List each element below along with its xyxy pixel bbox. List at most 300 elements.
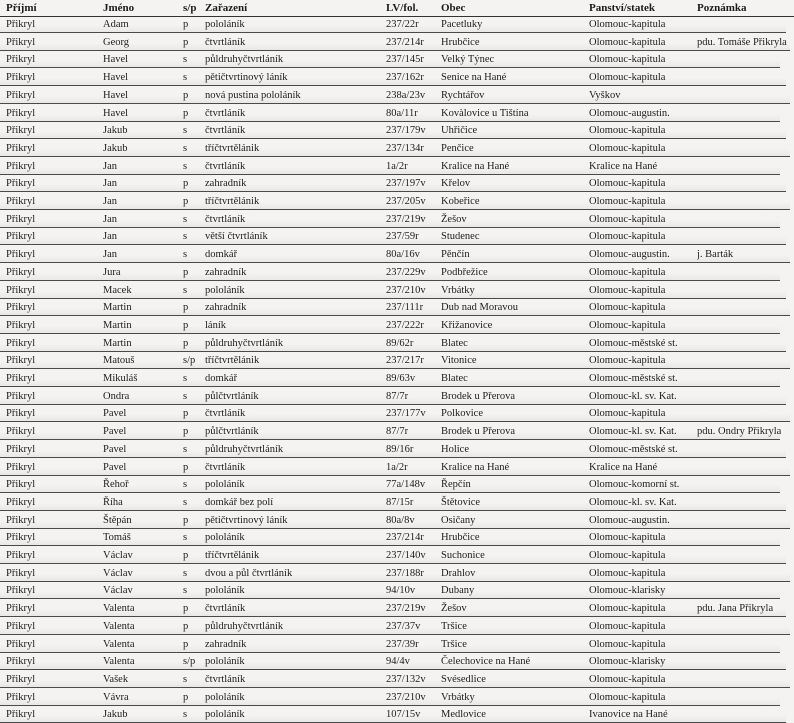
cell-first-name: Havel	[103, 89, 129, 101]
cell-classification: dvou a půl čtvrtláník	[205, 567, 293, 579]
table-row	[0, 176, 786, 192]
cell-note: j. Barták	[697, 249, 734, 261]
cell-sp: s	[183, 160, 188, 172]
cell-village: Kralice na Hané	[441, 160, 510, 172]
cell-village: Vrbátky	[441, 284, 475, 296]
cell-lv-fol: 1a/2r	[386, 160, 408, 172]
cell-lv-fol: 94/4v	[386, 656, 410, 668]
cell-sp: p	[183, 514, 189, 526]
cell-surname: Přikryl	[6, 426, 36, 438]
table-row	[0, 460, 790, 476]
cell-classification: čtvrtláník	[205, 107, 246, 119]
cell-classification: pětičtvrtinový láník	[205, 72, 288, 84]
cell-surname: Přikryl	[6, 550, 36, 561]
cell-first-name: Jan	[103, 213, 117, 225]
cell-surname: Přikryl	[6, 461, 36, 473]
cell-classification: pololáník	[205, 709, 245, 721]
table-row	[0, 619, 790, 635]
cell-estate: Olomouc-kapitula	[589, 673, 666, 685]
cell-village: Kobeřice	[441, 196, 480, 207]
cell-lv-fol: 237/59r	[386, 231, 419, 243]
cell-lv-fol: 237/111r	[386, 302, 424, 314]
cell-lv-fol: 237/210v	[386, 284, 426, 296]
cell-estate: Olomouc-kapitula	[589, 54, 666, 66]
cell-estate: Olomouc-kapitula	[589, 302, 666, 314]
cell-village: Studenec	[441, 231, 480, 243]
cell-estate: Olomouc-kapitula	[589, 532, 666, 544]
cell-first-name: Štěpán	[103, 514, 132, 526]
cell-first-name: Havel	[103, 54, 129, 66]
cell-first-name: Tomáš	[103, 532, 131, 544]
cell-lv-fol: 237/214r	[386, 532, 424, 544]
cell-village: Řepčín	[441, 479, 471, 491]
cell-village: Brodek u Přerova	[441, 390, 516, 402]
cell-sp: p	[183, 178, 189, 190]
cell-first-name: Valenta	[103, 656, 135, 668]
cell-first-name: Jan	[103, 196, 117, 207]
cell-village: Tršice	[441, 638, 467, 650]
cell-first-name: Macek	[103, 284, 132, 296]
cell-sp: s	[183, 249, 188, 261]
cell-estate: Olomouc-městské st.	[589, 443, 678, 455]
cell-classification: tříčtvrtělánik	[205, 355, 260, 367]
cell-first-name: Matouš	[103, 355, 135, 367]
cell-estate: Olomouc-kapitula	[589, 550, 666, 561]
cell-lv-fol: 237/219v	[386, 213, 426, 225]
cell-surname: Přikryl	[6, 443, 36, 455]
table-row	[0, 318, 780, 334]
cell-village: Holice	[441, 443, 469, 455]
cell-classification: pololáník	[205, 691, 245, 703]
cell-estate: Vyškov	[589, 89, 621, 101]
cell-classification: pololáník	[205, 532, 245, 544]
cell-estate: Olomouc-kapitula	[589, 36, 666, 48]
cell-sp: p	[183, 19, 189, 30]
cell-sp: s	[183, 532, 188, 544]
cell-classification: čtvrtláník	[205, 36, 246, 48]
table-row	[0, 88, 790, 104]
table-row	[0, 690, 780, 706]
cell-sp: s/p	[183, 656, 196, 668]
cell-first-name: Vávra	[103, 691, 129, 703]
cell-surname: Přikryl	[6, 125, 36, 137]
table-row	[0, 477, 780, 493]
table-row	[0, 530, 780, 546]
table-row	[0, 637, 780, 653]
cell-village: Hrubčice	[441, 532, 480, 544]
table-row	[0, 601, 786, 617]
cell-first-name: Adam	[103, 19, 129, 30]
cell-first-name: Jakub	[103, 125, 128, 137]
cell-surname: Přikryl	[6, 390, 36, 402]
cell-sp: p	[183, 302, 189, 314]
cell-estate: Olomouc-klarisky	[589, 656, 666, 668]
cell-first-name: Pavel	[103, 461, 127, 473]
cell-village: Tršice	[441, 620, 467, 632]
cell-lv-fol: 237/222r	[386, 319, 424, 331]
cell-estate: Olomouc-kapitula	[589, 603, 666, 615]
cell-sp: p	[183, 426, 189, 438]
cell-surname: Přikryl	[6, 302, 36, 314]
cell-lv-fol: 237/37v	[386, 620, 421, 632]
table-row	[0, 336, 786, 352]
cell-lv-fol: 87/15r	[386, 496, 414, 508]
cell-first-name: Pavel	[103, 408, 127, 420]
cell-lv-fol: 237/179v	[386, 125, 426, 137]
cell-first-name: Jan	[103, 178, 117, 190]
table-row	[0, 247, 790, 263]
cell-first-name: Martin	[103, 319, 132, 331]
cell-classification: čtvrtláník	[205, 461, 246, 473]
cell-classification: zahradník	[205, 178, 247, 190]
cell-estate: Olomouc-kapitula	[589, 213, 666, 225]
cell-village: Suchonice	[441, 550, 485, 561]
cell-estate: Olomouc-kl. sv. Kat.	[589, 426, 677, 438]
cell-estate: Olomouc-kapitula	[589, 567, 666, 579]
cell-first-name: Jan	[103, 249, 117, 261]
cell-estate: Olomouc-augustin.	[589, 514, 670, 526]
cell-estate: Olomouc-kapitula	[589, 620, 666, 632]
table-row	[0, 123, 786, 139]
table-row	[0, 194, 790, 210]
cell-first-name: Václav	[103, 567, 133, 579]
cell-village: Žešov	[441, 213, 467, 225]
cell-estate: Olomouc-kapitula	[589, 196, 666, 207]
cell-estate: Olomouc-kapitula	[589, 355, 666, 367]
cell-lv-fol: 107/15v	[386, 709, 421, 721]
cell-lv-fol: 77a/148v	[386, 479, 426, 491]
cell-classification: půldruhyčtvrtláník	[205, 54, 284, 66]
cell-surname: Přikryl	[6, 231, 36, 243]
table-row	[0, 353, 790, 369]
cell-village: Medlovice	[441, 709, 486, 721]
cell-lv-fol: 80a/16v	[386, 249, 420, 261]
cell-sp: p	[183, 550, 189, 561]
cell-surname: Přikryl	[6, 196, 36, 207]
cell-surname: Přikryl	[6, 178, 36, 190]
cell-estate: Olomouc-augustin.	[589, 107, 670, 119]
cell-sp: s	[183, 284, 188, 296]
cell-sp: s	[183, 673, 188, 685]
table-row	[0, 52, 780, 68]
table-row	[0, 229, 786, 245]
table-header	[0, 0, 794, 17]
cell-sp: p	[183, 196, 189, 207]
cell-surname: Přikryl	[6, 567, 36, 579]
cell-village: Štětovice	[441, 496, 481, 508]
cell-surname: Přikryl	[6, 638, 36, 650]
cell-sp: p	[183, 107, 189, 119]
cell-classification: pololáník	[205, 284, 245, 296]
cell-village: Uhřičice	[441, 125, 478, 137]
cell-sp: p	[183, 620, 189, 632]
header-note: Poznámka	[697, 2, 747, 14]
cell-surname: Přikryl	[6, 408, 36, 420]
cell-lv-fol: 237/145r	[386, 54, 424, 66]
cell-surname: Přikryl	[6, 142, 36, 154]
cell-surname: Přikryl	[6, 620, 36, 632]
cell-village: Pěnčín	[441, 249, 470, 261]
cell-estate: Olomouc-městské st.	[589, 337, 678, 349]
cell-village: Velký Týnec	[441, 54, 495, 66]
cell-classification: čtvrtláník	[205, 603, 246, 615]
cell-sp: p	[183, 266, 189, 278]
table-row	[0, 672, 790, 688]
cell-lv-fol: 237/229v	[386, 266, 426, 278]
cell-surname: Přikryl	[6, 249, 36, 261]
cell-sp: s	[183, 479, 188, 491]
cell-classification: čtvrtláník	[205, 160, 246, 172]
cell-lv-fol: 237/162r	[386, 72, 424, 84]
cell-lv-fol: 237/205v	[386, 196, 426, 207]
table-row	[0, 106, 780, 122]
cell-lv-fol: 80a/8v	[386, 514, 415, 526]
cell-first-name: Martin	[103, 337, 132, 349]
cell-lv-fol: 237/140v	[386, 550, 426, 561]
table-row	[0, 265, 780, 281]
cell-surname: Přikryl	[6, 532, 36, 544]
cell-note: pdu. Ondry Přikryla	[697, 426, 782, 438]
cell-surname: Přikryl	[6, 319, 36, 331]
cell-sp: p	[183, 408, 189, 420]
cell-sp: p	[183, 691, 189, 703]
cell-classification: čtvrtláník	[205, 213, 246, 225]
cell-lv-fol: 237/214r	[386, 36, 424, 48]
cell-note: pdu. Jana Přikryla	[697, 603, 774, 615]
cell-first-name: Ondra	[103, 390, 130, 402]
cell-classification: pětičtvrtinový láník	[205, 514, 288, 526]
table-row	[0, 141, 790, 157]
cell-first-name: Georg	[103, 36, 130, 48]
cell-surname: Přikryl	[6, 54, 36, 66]
cell-classification: pololáník	[205, 585, 245, 597]
table-row	[0, 300, 790, 316]
cell-surname: Přikryl	[6, 603, 36, 615]
cell-estate: Olomouc-kapitula	[589, 284, 666, 296]
cell-first-name: Jakub	[103, 142, 128, 154]
cell-sp: s	[183, 213, 188, 225]
table-row	[0, 70, 786, 86]
cell-classification: zahradník	[205, 266, 247, 278]
cell-classification: čtvrtláník	[205, 408, 246, 420]
cell-lv-fol: 237/188r	[386, 567, 424, 579]
cell-lv-fol: 87/7r	[386, 426, 409, 438]
cell-sp: s	[183, 373, 188, 384]
cell-first-name: Jan	[103, 160, 117, 172]
cell-village: Blatec	[441, 337, 468, 349]
cell-sp: s	[183, 443, 188, 455]
cell-surname: Přikryl	[6, 355, 36, 367]
cell-sp: s	[183, 72, 188, 84]
cell-estate: Olomouc-kapitula	[589, 72, 666, 84]
cell-note: pdu. Tomáše Přikryla	[697, 36, 787, 48]
cell-village: Hrubčice	[441, 36, 480, 48]
cell-surname: Přikryl	[6, 337, 36, 349]
cell-classification: půldruhyčtvrtláník	[205, 337, 284, 349]
table-row	[0, 583, 780, 599]
cell-first-name: Valenta	[103, 620, 135, 632]
cell-village: Brodek u Přerova	[441, 426, 516, 438]
cell-estate: Olomouc-městské st.	[589, 373, 678, 384]
table-row	[0, 212, 780, 228]
cell-classification: půlčtvrtláník	[205, 390, 259, 402]
cell-first-name: Řehoř	[103, 479, 129, 491]
cell-sp: p	[183, 36, 189, 48]
cell-first-name: Pavel	[103, 426, 127, 438]
cell-first-name: Václav	[103, 550, 133, 561]
cell-village: Dub nad Moravou	[441, 302, 518, 314]
cell-classification: domkář	[205, 373, 238, 384]
cell-surname: Přikryl	[6, 89, 36, 101]
cell-first-name: Havel	[103, 72, 129, 84]
cell-sp: p	[183, 461, 189, 473]
header-village: Obec	[441, 2, 466, 14]
cell-first-name: Havel	[103, 107, 129, 119]
cell-classification: láník	[205, 319, 226, 331]
cell-estate: Olomouc-kapitula	[589, 408, 666, 420]
cell-first-name: Pavel	[103, 443, 127, 455]
cell-village: Křelov	[441, 178, 471, 190]
table-row	[0, 389, 786, 405]
table-row	[0, 17, 786, 33]
cell-sp: p	[183, 319, 189, 331]
cell-lv-fol: 237/39r	[386, 638, 419, 650]
cell-sp: s	[183, 390, 188, 402]
cell-first-name: Jan	[103, 231, 117, 243]
cell-classification: tříčtvrtělánik	[205, 142, 260, 154]
cell-village: Žešov	[441, 603, 467, 615]
cell-estate: Olomouc-augustin.	[589, 249, 670, 261]
cell-sp: p	[183, 603, 189, 615]
cell-lv-fol: 237/210v	[386, 691, 426, 703]
cell-lv-fol: 1a/2r	[386, 461, 408, 473]
cell-surname: Přikryl	[6, 19, 36, 30]
cell-village: Kralice na Hané	[441, 461, 510, 473]
cell-village: Penčice	[441, 142, 474, 154]
table-row	[0, 406, 790, 422]
table-row	[0, 442, 786, 458]
cell-surname: Přikryl	[6, 673, 36, 685]
cell-village: Drahlov	[441, 567, 476, 579]
header-first-name: Jméno	[103, 2, 135, 14]
cell-village: Kovàlovice u Tištína	[441, 107, 529, 119]
cell-classification: pololáník	[205, 479, 245, 491]
cell-classification: pololáník	[205, 656, 245, 668]
cell-first-name: Mikuláš	[103, 373, 138, 384]
cell-estate: Olomouc-kl. sv. Kat.	[589, 496, 677, 508]
cell-lv-fol: 237/132v	[386, 673, 426, 685]
cell-sp: s	[183, 125, 188, 137]
cell-classification: tříčtvrtělánik	[205, 550, 260, 561]
cell-surname: Přikryl	[6, 479, 36, 491]
cell-surname: Přikryl	[6, 514, 36, 526]
table-row	[0, 371, 780, 387]
cell-lv-fol: 238a/23v	[386, 89, 426, 101]
cell-sp: p	[183, 638, 189, 650]
cell-surname: Přikryl	[6, 160, 36, 172]
cell-lv-fol: 237/177v	[386, 408, 426, 420]
cell-estate: Olomouc-klarisky	[589, 585, 666, 597]
cell-classification: zahradník	[205, 302, 247, 314]
cell-surname: Přikryl	[6, 496, 36, 508]
cell-first-name: Říha	[103, 496, 123, 508]
cell-sp: p	[183, 337, 189, 349]
cell-village: Pacetluky	[441, 19, 483, 30]
cell-surname: Přikryl	[6, 691, 36, 703]
cell-village: Svésedlice	[441, 673, 486, 685]
cell-estate: Olomouc-kapitula	[589, 638, 666, 650]
cell-village: Blatec	[441, 373, 468, 384]
cell-surname: Přikryl	[6, 266, 36, 278]
cell-classification: zahradník	[205, 638, 247, 650]
cell-lv-fol: 80a/11r	[386, 107, 418, 119]
cell-classification: půlčtvrtláník	[205, 426, 259, 438]
cell-surname: Přikryl	[6, 373, 36, 384]
cell-sp: s	[183, 567, 188, 579]
cell-lv-fol: 87/7r	[386, 390, 409, 402]
cell-sp: s	[183, 231, 188, 243]
cell-first-name: Jakub	[103, 709, 128, 721]
cell-classification: tříčtvrtělánik	[205, 196, 260, 207]
cell-surname: Přikryl	[6, 709, 36, 721]
cell-lv-fol: 237/217r	[386, 355, 424, 367]
header-sp: s/p	[183, 2, 197, 14]
cell-classification: domkář	[205, 249, 238, 261]
cell-estate: Olomouc-kapitula	[589, 19, 666, 30]
cell-lv-fol: 89/62r	[386, 337, 414, 349]
cell-estate: Olomouc-kl. sv. Kat.	[589, 390, 677, 402]
cell-estate: Kralice na Hané	[589, 461, 658, 473]
cell-classification: čtvrtláník	[205, 125, 246, 137]
table-row	[0, 654, 786, 670]
table-row	[0, 495, 786, 511]
cell-village: Vitonice	[441, 355, 477, 367]
cell-lv-fol: 89/16r	[386, 443, 414, 455]
cell-first-name: Václav	[103, 585, 133, 597]
cell-estate: Ivanovice na Hané	[589, 709, 668, 721]
cell-surname: Přikryl	[6, 656, 36, 668]
cell-surname: Přikryl	[6, 107, 36, 119]
table-row	[0, 513, 790, 529]
cell-lv-fol: 237/197v	[386, 178, 426, 190]
table-row	[0, 424, 780, 440]
cell-sp: s	[183, 54, 188, 66]
cell-village: Vrbátky	[441, 691, 475, 703]
cell-village: Osičany	[441, 514, 476, 526]
cell-first-name: Valenta	[103, 603, 135, 615]
cell-lv-fol: 237/219v	[386, 603, 426, 615]
cell-classification: půldruhyčtvrtláník	[205, 443, 284, 455]
cell-classification: čtvrtláník	[205, 673, 246, 685]
header-classification: Zařazení	[205, 2, 248, 14]
cell-sp: s	[183, 496, 188, 508]
cell-surname: Přikryl	[6, 585, 36, 597]
cell-village: Polkovice	[441, 408, 483, 420]
header-surname: Příjmí	[6, 2, 37, 14]
table-row	[0, 159, 780, 175]
cell-classification: nová pustina pololáník	[205, 89, 301, 101]
cell-estate: Olomouc-kapitula	[589, 231, 666, 243]
cell-sp: p	[183, 89, 189, 101]
cell-classification: půldruhyčtvrtláník	[205, 620, 284, 632]
cell-surname: Přikryl	[6, 213, 36, 225]
cell-classification: větší čtvrtláník	[205, 231, 268, 243]
header-lv-fol: LV/fol.	[386, 2, 419, 14]
cell-sp: s	[183, 585, 188, 597]
cell-first-name: Vašek	[103, 673, 129, 685]
cell-village: Podbřežice	[441, 266, 488, 278]
cell-lv-fol: 237/134r	[386, 142, 424, 154]
